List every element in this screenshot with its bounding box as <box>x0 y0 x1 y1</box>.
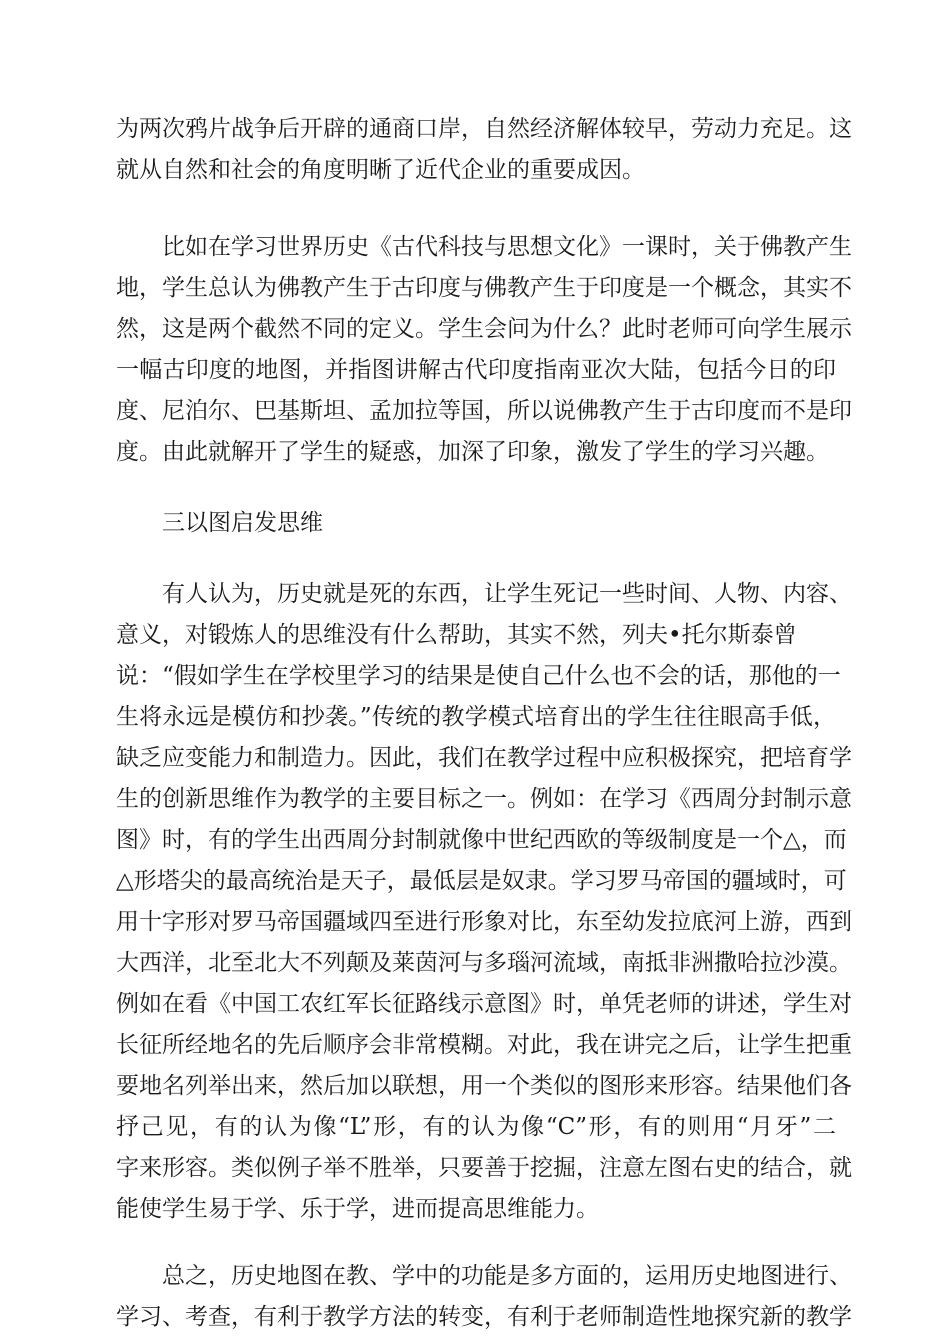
paragraph-line: 学习、考查，有利于教学方法的转变，有利于老师制造性地探究新的教学 <box>116 1304 852 1330</box>
paragraph-line: △形塔尖的最高统治是天子，最低层是奴隶。学习罗马帝国的疆域时，可 <box>116 868 847 894</box>
paragraph-line: 图》时，有的学生出西周分封制就像中世纪西欧的等级制度是一个△，而 <box>116 827 847 853</box>
paragraph-line: 度、尼泊尔、巴基斯坦、孟加拉等国，所以说佛教产生于古印度而不是印 <box>116 398 852 424</box>
paragraph-line: 长征所经地名的先后顺序会非常模糊。对此，我在讲完之后，让学生把重 <box>116 1032 852 1058</box>
paragraph-line: 比如在学习世界历史《古代科技与思想文化》一课时，关于佛教产生 <box>162 234 852 260</box>
paragraph-line: 总之，历史地图在教、学中的功能是多方面的，运用历史地图进行、 <box>162 1263 852 1289</box>
paragraph-line: 抒己见，有的认为像“L”形，有的认为像“C”形，有的则用“月牙”二 <box>116 1114 836 1140</box>
paragraph-line: 大西洋，北至北大不列颠及莱茵河与多瑙河流域，南抵非洲撒哈拉沙漠。 <box>116 950 852 976</box>
paragraph-line: 用十字形对罗马帝国疆域四至进行形象对比，东至幼发拉底河上游，西到 <box>116 909 852 935</box>
paragraph-line: 有人认为，历史就是死的东西，让学生死记一些时间、人物、内容、 <box>162 581 852 607</box>
paragraph-line: 就从自然和社会的角度明晰了近代企业的重要成因。 <box>116 157 645 183</box>
paragraph-line: 能使学生易于学、乐于学，进而提高思维能力。 <box>116 1196 599 1222</box>
paragraph-line: 例如在看《中国工农红军长征路线示意图》时，单凭老师的讲述，学生对 <box>116 991 852 1017</box>
paragraph-line: 说：“假如学生在学校里学习的结果是使自己什么也不会的话，那他的一 <box>116 663 841 689</box>
paragraph-line: 地，学生总认为佛教产生于古印度与佛教产生于印度是一个概念，其实不 <box>116 275 852 301</box>
paragraph-line: 生的创新思维作为教学的主要目标之一。例如：在学习《西周分封制示意 <box>116 786 852 812</box>
section-heading: 三以图启发思维 <box>162 510 323 536</box>
paragraph-line: 度。由此就解开了学生的疑惑，加深了印象，激发了学生的学习兴趣。 <box>116 439 829 465</box>
paragraph-line: 一幅古印度的地图，并指图讲解古代印度指南亚次大陆，包括今日的印 <box>116 357 836 383</box>
paragraph-line: 生将永远是模仿和抄袭。”传统的教学模式培育出的学生往往眼高手低， <box>116 704 836 730</box>
paragraph-line: 字来形容。类似例子举不胜举，只要善于挖掘，注意左图右史的结合，就 <box>116 1155 852 1181</box>
paragraph-line: 为两次鸦片战争后开辟的通商口岸，自然经济解体较早，劳动力充足。这 <box>116 116 852 142</box>
paragraph-line: 意义，对锻炼人的思维没有什么帮助，其实不然，列夫•托尔斯泰曾 <box>116 622 797 648</box>
paragraph-line: 然，这是两个截然不同的定义。学生会问为什么？此时老师可向学生展示 <box>116 316 852 342</box>
paragraph-line: 要地名列举出来，然后加以联想，用一个类似的图形来形容。结果他们各 <box>116 1073 852 1099</box>
paragraph-line: 缺乏应变能力和制造力。因此，我们在教学过程中应积极探究，把培育学 <box>116 745 852 771</box>
